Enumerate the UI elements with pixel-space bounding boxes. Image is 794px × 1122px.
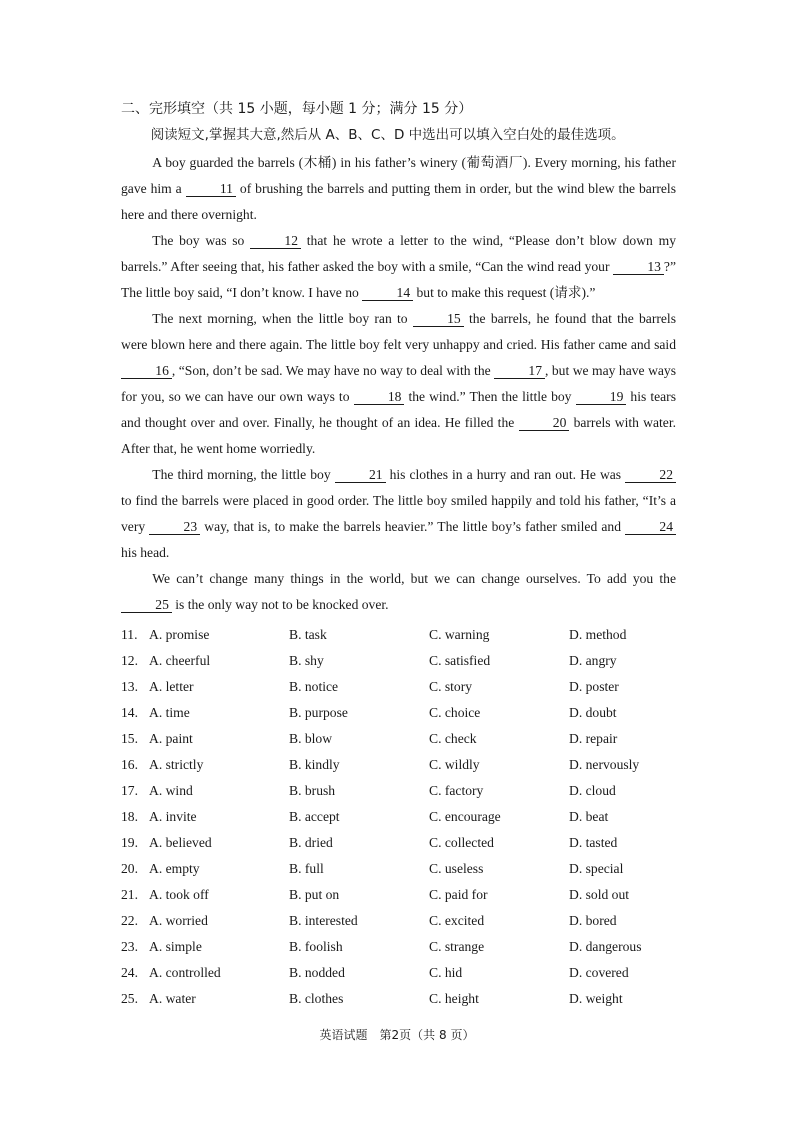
option-b[interactable]: B. purpose — [289, 705, 348, 720]
passage-paragraph-4: The third morning, the little boy 21 his clothes in a hurry and ran out. He was 22 to find the barrels were placed in good order. The little boy smiled happily and told his father, “It’s a very 23 way, that is, to make the barrels heavier.” The little boy’s father smiled and 24 his head. — [121, 467, 676, 560]
passage-paragraph-1: A boy guarded the barrels (木桶) in his father’s winery (葡萄酒厂). Every morning, his father gave him a 11 of brushing the barrels and putting them in order, but the wind blew the barrels here and there overnight. — [121, 155, 676, 222]
option-d[interactable]: D. cloud — [569, 783, 616, 798]
question-number: 13. — [121, 679, 138, 694]
option-c[interactable]: C. check — [429, 731, 477, 746]
option-row-19 — [121, 830, 681, 856]
option-row-17 — [121, 778, 681, 804]
option-c[interactable]: C. wildly — [429, 757, 480, 772]
blank-18[interactable]: 18 — [354, 389, 405, 405]
option-d[interactable]: D. sold out — [569, 887, 630, 902]
option-row-16 — [121, 752, 681, 778]
option-b[interactable]: B. nodded — [289, 965, 345, 980]
option-row-14 — [121, 700, 681, 726]
option-d[interactable]: D. angry — [569, 653, 617, 668]
option-c[interactable]: C. warning — [429, 627, 490, 642]
option-d[interactable]: D. doubt — [569, 705, 617, 720]
option-row-24 — [121, 960, 681, 986]
blank-22[interactable]: 22 — [625, 467, 676, 483]
option-a[interactable]: A. controlled — [149, 965, 221, 980]
question-number: 17. — [121, 783, 138, 798]
option-a[interactable]: A. water — [149, 991, 196, 1006]
section-title: 二、完形填空（共 15 小题，每小题 1 分；满分 15 分） — [121, 101, 473, 117]
option-d[interactable]: D. nervously — [569, 757, 640, 772]
option-c[interactable]: C. satisfied — [429, 653, 491, 668]
option-d[interactable]: D. method — [569, 627, 627, 642]
passage-paragraph-2: The boy was so 12 that he wrote a letter to the wind, “Please don’t blow down my barrels.” After seeing that, his father asked the boy with a smile, “Can the wind read your 13 ?” The little boy said, “I don’t know. I have no 14 but to make this request (请求).” — [121, 233, 676, 300]
question-number: 18. — [121, 809, 138, 824]
question-number: 16. — [121, 757, 138, 772]
option-a[interactable]: A. cheerful — [149, 653, 211, 668]
option-c[interactable]: C. excited — [429, 913, 485, 928]
option-c[interactable]: C. collected — [429, 835, 494, 850]
question-number: 11. — [121, 627, 138, 642]
option-b[interactable]: B. foolish — [289, 939, 343, 954]
option-b[interactable]: B. brush — [289, 783, 336, 798]
question-number: 25. — [121, 991, 138, 1006]
question-number: 15. — [121, 731, 138, 746]
option-c[interactable]: C. useless — [429, 861, 484, 876]
blank-16[interactable]: 16 — [121, 363, 172, 379]
option-a[interactable]: A. worried — [149, 913, 208, 928]
passage-paragraph-5: We can’t change many things in the world, but we can change ourselves. To add you the 25 is the only way not to be knocked over. — [121, 566, 676, 618]
option-d[interactable]: D. covered — [569, 965, 629, 980]
option-b[interactable]: B. blow — [289, 731, 333, 746]
option-b[interactable]: B. dried — [289, 835, 333, 850]
option-c[interactable]: C. height — [429, 991, 479, 1006]
blank-21[interactable]: 21 — [335, 467, 386, 483]
option-a[interactable]: A. paint — [149, 731, 193, 746]
option-a[interactable]: A. promise — [149, 627, 210, 642]
option-b[interactable]: B. interested — [289, 913, 358, 928]
blank-17[interactable]: 17 — [494, 363, 545, 379]
option-a[interactable]: A. wind — [149, 783, 193, 798]
question-number: 22. — [121, 913, 138, 928]
option-a[interactable]: A. simple — [149, 939, 202, 954]
option-row-18 — [121, 804, 681, 830]
option-row-13 — [121, 674, 681, 700]
option-row-22 — [121, 908, 681, 934]
option-d[interactable]: D. dangerous — [569, 939, 642, 954]
option-b[interactable]: B. task — [289, 627, 327, 642]
question-number: 14. — [121, 705, 138, 720]
option-a[interactable]: A. letter — [149, 679, 194, 694]
option-c[interactable]: C. strange — [429, 939, 485, 954]
option-d[interactable]: D. beat — [569, 809, 609, 824]
question-number: 19. — [121, 835, 138, 850]
blank-19[interactable]: 19 — [576, 389, 627, 405]
question-number: 24. — [121, 965, 138, 980]
option-b[interactable]: B. full — [289, 861, 324, 876]
option-c[interactable]: C. factory — [429, 783, 484, 798]
option-b[interactable]: B. put on — [289, 887, 340, 902]
option-a[interactable]: A. empty — [149, 861, 200, 876]
blank-20[interactable]: 20 — [519, 415, 570, 431]
option-row-21 — [121, 882, 681, 908]
option-row-11 — [121, 622, 681, 648]
option-c[interactable]: C. choice — [429, 705, 481, 720]
blank-14[interactable]: 14 — [362, 285, 413, 301]
option-b[interactable]: B. notice — [289, 679, 339, 694]
option-c[interactable]: C. paid for — [429, 887, 488, 902]
blank-15[interactable]: 15 — [413, 311, 464, 327]
blank-13[interactable]: 13 — [613, 259, 664, 275]
exam-content — [121, 98, 676, 618]
blank-11[interactable]: 11 — [186, 181, 236, 197]
option-b[interactable]: B. clothes — [289, 991, 344, 1006]
option-a[interactable]: A. took off — [149, 887, 209, 902]
option-row-23 — [121, 934, 681, 960]
option-d[interactable]: D. weight — [569, 991, 623, 1006]
blank-23[interactable]: 23 — [149, 519, 200, 535]
option-a[interactable]: A. invite — [149, 809, 197, 824]
question-number: 23. — [121, 939, 138, 954]
option-c[interactable]: C. story — [429, 679, 473, 694]
option-c[interactable]: C. encourage — [429, 809, 501, 824]
option-row-20 — [121, 856, 681, 882]
question-number: 12. — [121, 653, 138, 668]
option-d[interactable]: D. tasted — [569, 835, 618, 850]
passage-paragraph-3: The next morning, when the little boy ran to 15 the barrels, he found that the barrels were blown here and there again. The little boy felt very unhappy and cried. His father came and said 16 , “Son, don’t be sad. We may have no way to deal with the 17 , but we may have ways for you, so we can have our own ways to 18 the wind.” Then the little boy 19 his tears and thought over and over. Finally, he thought of an idea. He filled the 20 barrels with water. After that, he went home worriedly. — [121, 311, 677, 456]
option-b[interactable]: B. shy — [289, 653, 324, 668]
question-number: 20. — [121, 861, 138, 876]
option-c[interactable]: C. hid — [429, 965, 463, 980]
option-row-25 — [121, 986, 681, 1012]
option-row-12 — [121, 648, 681, 674]
option-d[interactable]: D. bored — [569, 913, 617, 928]
option-row-15 — [121, 726, 681, 752]
page-footer: 英语试题 第2页（共 8 页） — [319, 1028, 475, 1042]
option-d[interactable]: D. repair — [569, 731, 618, 746]
question-number: 21. — [121, 887, 138, 902]
option-d[interactable]: D. poster — [569, 679, 619, 694]
blank-25[interactable]: 25 — [121, 597, 172, 613]
blank-24[interactable]: 24 — [625, 519, 676, 535]
option-a[interactable]: A. strictly — [149, 757, 204, 772]
option-b[interactable]: B. accept — [289, 809, 340, 824]
option-a[interactable]: A. time — [149, 705, 190, 720]
option-b[interactable]: B. kindly — [289, 757, 340, 772]
blank-12[interactable]: 12 — [250, 233, 301, 249]
section-instruction: 阅读短文,掌握其大意,然后从 A、B、C、D 中选出可以填入空白处的最佳选项。 — [150, 127, 625, 143]
option-d[interactable]: D. special — [569, 861, 624, 876]
option-a[interactable]: A. believed — [149, 835, 212, 850]
answer-options — [121, 622, 681, 1012]
